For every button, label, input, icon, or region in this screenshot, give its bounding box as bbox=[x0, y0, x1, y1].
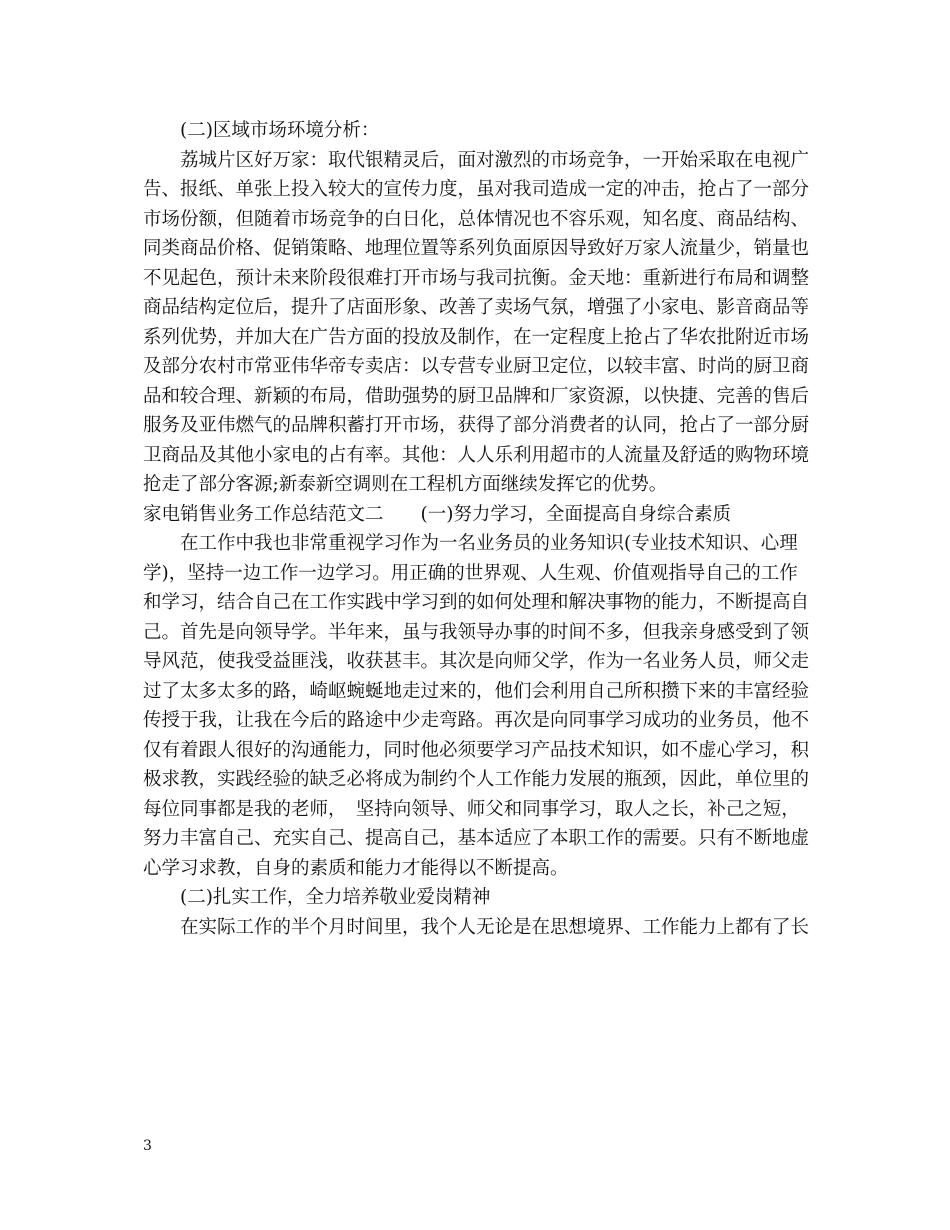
text-line: 商品结构定位后，提升了店面形象、改善了卖场气氛，增强了小家电、影音商品等 bbox=[143, 297, 810, 318]
text-line: 服务及亚伟燃气的品牌积蓄打开市场，获得了部分消费者的认同，抢占了一部分厨 bbox=[143, 415, 810, 436]
text-line: 卫商品及其他小家电的占有率。其他：人人乐利用超市的人流量及舒适的购物环境 bbox=[143, 444, 810, 466]
text-line: 努力丰富自己、充实自己、提高自己，基本适应了本职工作的需要。只有不断地虚 bbox=[143, 828, 810, 849]
text-line: 导风范，使我受益匪浅，收获甚丰。其次是向师父学，作为一名业务人员，师父走 bbox=[143, 651, 810, 672]
text-line: 心学习求教，自身的素质和能力才能得以不断提高。 bbox=[143, 857, 569, 879]
text-line: 不见起色，预计未来阶段很难打开市场与我司抗衡。金天地：重新进行布局和调整 bbox=[143, 267, 810, 289]
text-line: (二)区域市场环境分析： bbox=[143, 120, 380, 141]
text-line: 仅有着跟人很好的沟通能力，同时他必须要学习产品技术知识，如不虚心学习，积 bbox=[143, 739, 810, 761]
text-line: 每位同事都是我的老师， 坚持向领导、师父和同事学习，取人之长，补己之短， bbox=[143, 798, 800, 820]
text-line: 在工作中我也非常重视学习作为一名业务员的业务知识(专业技术知识、心理 bbox=[143, 533, 798, 554]
text-line: 极求教，实践经验的缺乏必将成为制约个人工作能力发展的瓶颈，因此，单位里的 bbox=[143, 769, 810, 790]
text-line: 在实际工作的半个月时间里，我个人无论是在思想境界、工作能力上都有了长 bbox=[143, 916, 810, 938]
text-line: 荔城片区好万家：取代银精灵后，面对激烈的市场竞争，一开始采取在电视广 bbox=[143, 149, 810, 171]
document-body bbox=[143, 116, 813, 942]
text-line: 和学习，结合自己在工作实践中学习到的如何处理和解决事物的能力，不断提高自 bbox=[143, 592, 810, 613]
text-line: 市场份额，但随着市场竞争的白日化，总体情况也不容乐观，知名度、商品结构、 bbox=[143, 208, 810, 230]
text-line: 品和较合理、新颖的布局，借助强势的厨卫品牌和厂家资源，以快捷、完善的售后 bbox=[143, 385, 810, 407]
section-heading-line: 家电销售业务工作总结范文二 (一)努力学习，全面提高自身综合素质 bbox=[143, 503, 731, 525]
text-line: 系列优势，并加大在广告方面的投放及制作，在一定程度上抢占了华农批附近市场 bbox=[143, 326, 810, 348]
text-line: 抢走了部分客源;新泰新空调则在工程机方面继续发挥它的优势。 bbox=[143, 474, 668, 495]
text-line: 己。首先是向领导学。半年来，虽与我领导办事的时间不多，但我亲身感受到了领 bbox=[143, 621, 810, 643]
text-line: 过了太多太多的路，崎岖蜿蜒地走过来的，他们会利用自己所积攒下来的丰富经验 bbox=[143, 680, 810, 702]
text-line: 学)，坚持一边工作一边学习。用正确的世界观、人生观、价值观指导自己的工作 bbox=[143, 562, 798, 584]
text-line: 同类商品价格、促销策略、地理位置等系列负面原因导致好万家人流量少，销量也 bbox=[143, 238, 810, 259]
text-line: 及部分农村市常亚伟华帝专卖店：以专营专业厨卫定位，以较丰富、时尚的厨卫商 bbox=[143, 356, 810, 377]
text-line: 告、报纸、单张上投入较大的宣传力度，虽对我司造成一定的冲击，抢占了一部分 bbox=[143, 179, 810, 200]
text-line: 传授于我，让我在今后的路途中少走弯路。再次是向同事学习成功的业务员，他不 bbox=[143, 710, 810, 731]
page-number: 3 bbox=[143, 1138, 152, 1154]
subheading-line: (二)扎实工作，全力培养敬业爱岗精神 bbox=[143, 887, 491, 908]
